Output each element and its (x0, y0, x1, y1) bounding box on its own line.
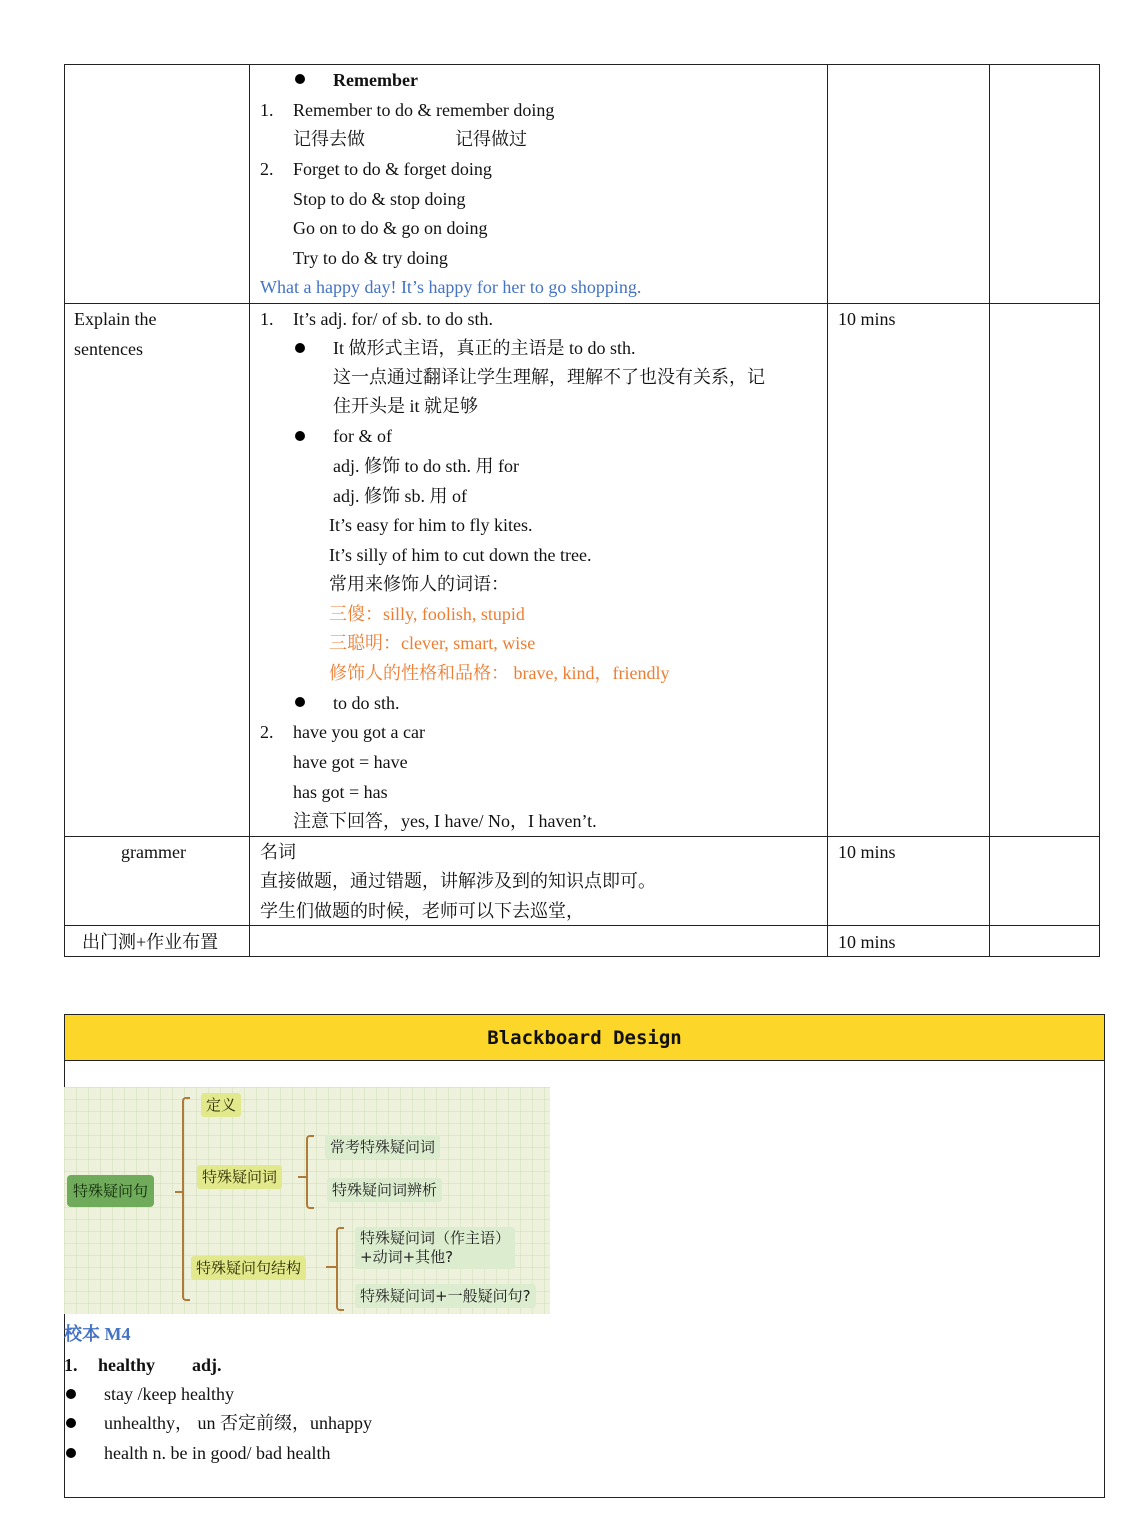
bullet-icon (66, 1448, 76, 1458)
list-number: 1. (64, 1355, 78, 1375)
example-sentence: It’s silly of him to cut down the tree. (329, 545, 592, 565)
note-line: has got = has (293, 782, 388, 802)
stage-label: grammer (121, 842, 186, 862)
list-number: 2. (260, 159, 274, 179)
note-line: 名词 (260, 842, 296, 862)
list-item: 记得去做 (293, 129, 365, 149)
list-item: health n. be in good/ bad health (104, 1443, 331, 1463)
section-title: 校本 M4 (64, 1324, 131, 1344)
mindmap-root: 特殊疑问句 (67, 1175, 154, 1207)
list-item: Stop to do & stop doing (293, 189, 466, 209)
mindmap-node-branch1: 特殊疑问词 (197, 1165, 282, 1189)
vocab-line: 修饰人的性格和品格： brave, kind，friendly (329, 663, 670, 683)
mindmap-connector (298, 1176, 306, 1178)
note-line: for & of (333, 426, 392, 446)
bullet-icon (66, 1418, 76, 1428)
example-sentence: What a happy day! It’s happy for her to go shopping. (260, 277, 642, 297)
mindmap-connector (326, 1266, 336, 1268)
note-line: 学生们做题的时候，老师可以下去巡堂， (260, 901, 584, 921)
bullet-icon (66, 1389, 76, 1399)
list-number: 1. (260, 100, 274, 120)
vocab-word: healthy (98, 1355, 156, 1375)
vocab-line: 三傻：silly, foolish, stupid (329, 604, 525, 624)
bullet-icon (295, 431, 305, 441)
note-line: It 做形式主语，真正的主语是 to do sth. (333, 338, 636, 358)
list-item: 记得做过 (455, 129, 527, 149)
note-line: 住开头是 it 就足够 (333, 396, 479, 416)
blackboard-title: Blackboard Design (487, 1027, 682, 1049)
mindmap-leaf: 常考特殊疑问词 (325, 1135, 440, 1159)
bullet-icon (295, 343, 305, 353)
list-item: unhealthy， un 否定前缀，unhappy (104, 1413, 372, 1433)
list-number: 2. (260, 722, 274, 742)
list-item: Forget to do & forget doing (293, 159, 492, 179)
note-line: have got = have (293, 752, 408, 772)
list-number: 1. (260, 309, 274, 329)
mindmap-node-branch2: 特殊疑问句结构 (191, 1256, 306, 1280)
note-line: adj. 修饰 sb. 用 of (333, 486, 467, 506)
note-line: 注意下回答，yes, I have/ No，I haven’t. (293, 811, 597, 831)
vocab-line: 三聪明：clever, smart, wise (329, 633, 536, 653)
list-item: Remember to do & remember doing (293, 100, 555, 120)
example-sentence: It’s easy for him to fly kites. (329, 515, 533, 535)
mindmap-leaf-line: 特殊疑问词（作主语） (360, 1229, 511, 1247)
mindmap-leaf-line: +动词+其他? (360, 1248, 454, 1266)
mindmap (64, 1087, 550, 1314)
mindmap-leaf: 特殊疑问词+一般疑问句? (355, 1284, 536, 1308)
mindmap-bracket (306, 1135, 314, 1209)
bullet-icon (295, 74, 305, 84)
blackboard-header (64, 1014, 1105, 1061)
list-item: Try to do & try doing (293, 248, 448, 268)
mindmap-leaf: 特殊疑问词辨析 (327, 1178, 442, 1202)
note-line: 常用来修饰人的词语： (329, 574, 509, 594)
mindmap-node-definition: 定义 (201, 1093, 241, 1117)
note-line: to do sth. (333, 693, 400, 713)
time-value: 10 mins (838, 842, 896, 862)
grammar-point: It’s adj. for/ of sb. to do sth. (293, 309, 493, 329)
note-line: adj. 修饰 to do sth. 用 for (333, 456, 519, 476)
list-item: Go on to do & go on doing (293, 218, 488, 238)
stage-label: Explain the (74, 309, 157, 329)
note-line: 直接做题，通过错题，讲解涉及到的知识点即可。 (260, 871, 656, 891)
stage-label: sentences (74, 339, 143, 359)
mindmap-connector (175, 1191, 183, 1193)
grammar-point: have you got a car (293, 722, 425, 742)
list-item: stay /keep healthy (104, 1384, 234, 1404)
mindmap-leaf (355, 1227, 515, 1269)
time-value: 10 mins (838, 309, 896, 329)
stage-label: 出门测+作业布置 (82, 932, 219, 952)
part-of-speech: adj. (192, 1355, 222, 1375)
time-value: 10 mins (838, 932, 896, 952)
mindmap-bracket (182, 1097, 190, 1301)
bullet-icon (295, 697, 305, 707)
mindmap-bracket (336, 1227, 344, 1311)
remember-heading: Remember (333, 70, 418, 90)
note-line: 这一点通过翻译让学生理解，理解不了也没有关系，记 (333, 367, 765, 387)
